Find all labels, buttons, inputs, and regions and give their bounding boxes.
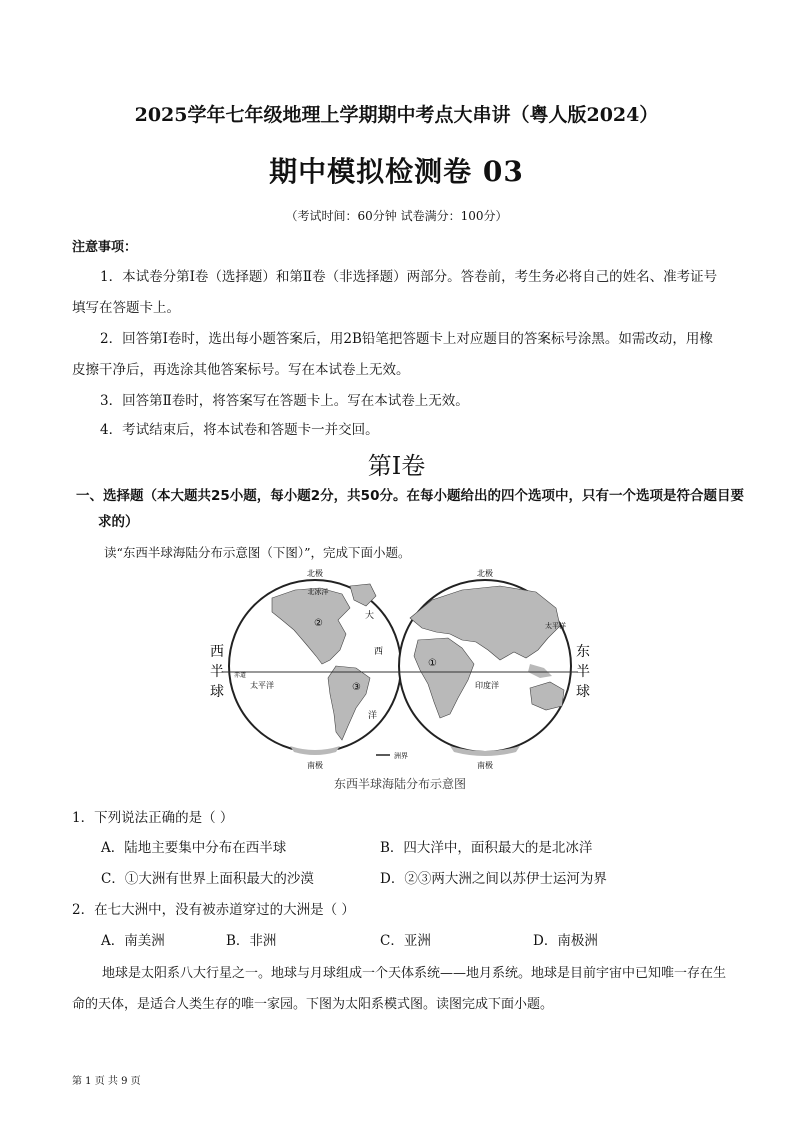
question-2-option-d: D．南极洲 [533, 933, 598, 949]
equator-label: 赤道 [234, 672, 247, 679]
north-pole-label-east: 北极 [477, 569, 493, 578]
atlantic-label-char-3: 洋 [368, 711, 378, 721]
atlantic-label-char-2: 西 [374, 647, 384, 657]
question-1-option-c: C．①大洲有世界上面积最大的沙漠 [101, 871, 314, 887]
question-1-option-a: A．陆地主要集中分布在西半球 [101, 840, 287, 856]
pacific-ocean-label-west: 太平洋 [250, 681, 274, 690]
notice-item-4: 4．考试结束后，将本试卷和答题卡一并交回。 [100, 422, 379, 438]
notice-item-3: 3．回答第Ⅱ卷时，将答案写在答题卡上。写在本试卷上无效。 [100, 393, 469, 409]
question-1-option-d: D．②③两大洲之间以苏伊士运河为界 [380, 871, 607, 887]
document-title: 2025学年七年级地理上学期期中考点大串讲（粤人版2024） [134, 104, 659, 126]
east-hemisphere-label-2: 半 [576, 664, 590, 680]
west-hemisphere-label-1: 西 [210, 644, 224, 660]
north-pole-label-west: 北极 [307, 569, 323, 578]
marker-2: ② [314, 618, 323, 629]
question-2-stem: 2．在七大洲中，没有被赤道穿过的大洲是（ ） [72, 902, 355, 918]
question-1-stem: 1．下列说法正确的是（ ） [72, 810, 234, 826]
page-footer: 第 1 页 共 9 页 [72, 1076, 141, 1087]
section-description: 一、选择题（本大题共25小题，每小题2分，共50分。在每小题给出的四个选项中，只有一个选项是符合题目要求的） [76, 488, 744, 530]
question-intro-2: 地球是太阳系八大行星之一。地球与月球组成一个天体系统——地月系统。地球是目前宇宙中已知唯一存在生命的天体，是适合人类生存的唯一家园。下图为太阳系模式图。读图完成下面小题。 [72, 966, 727, 1012]
hemisphere-map [200, 568, 600, 798]
notice-item-2: 2．回答第Ⅰ卷时，选出每小题答案后，用2B铅笔把答题卡上对应题目的答案标号涂黑。如需改动，用橡皮擦干净后，再选涂其他答案标号。写在本试卷上无效。 [72, 331, 713, 378]
atlantic-label-char-1: 大 [365, 611, 375, 621]
east-hemisphere-label-1: 东 [576, 644, 590, 660]
question-1-option-b: B．四大洋中，面积最大的是北冰洋 [380, 840, 593, 856]
pacific-ocean-label-east: 太平洋 [545, 622, 566, 630]
notice-item-1: 1．本试卷分第Ⅰ卷（选择题）和第Ⅱ卷（非选择题）两部分。答卷前，考生务必将自己的姓名、准考证号填写在答题卡上。 [72, 269, 718, 316]
east-hemisphere-label-3: 球 [576, 684, 590, 700]
question-2-option-a: A．南美洲 [101, 933, 165, 949]
indian-ocean-label: 印度洋 [475, 681, 499, 690]
west-hemisphere-label-3: 球 [210, 684, 224, 700]
marker-3: ③ [352, 682, 361, 693]
question-intro: 读“东西半球海陆分布示意图（下图）”，完成下面小题。 [104, 545, 411, 560]
question-2-option-c: C．亚洲 [380, 933, 431, 949]
exam-info: （考试时间：60分钟 试卷满分：100分） [285, 209, 508, 223]
marker-1: ① [428, 658, 437, 669]
section-title: 第Ⅰ卷 [367, 452, 426, 480]
question-2-option-b: B．非洲 [226, 933, 277, 949]
west-hemisphere-label-2: 半 [210, 664, 224, 680]
exam-paper-title: 期中模拟检测卷 03 [269, 155, 524, 188]
south-pole-label-west: 南极 [307, 761, 323, 770]
notice-heading: 注意事项： [72, 240, 138, 255]
map-caption: 东西半球海陆分布示意图 [333, 777, 467, 791]
south-pole-label-east: 南极 [477, 761, 493, 770]
arctic-ocean-label: 北冰洋 [307, 588, 329, 596]
continent-boundary-legend: 洲界 [394, 752, 408, 760]
